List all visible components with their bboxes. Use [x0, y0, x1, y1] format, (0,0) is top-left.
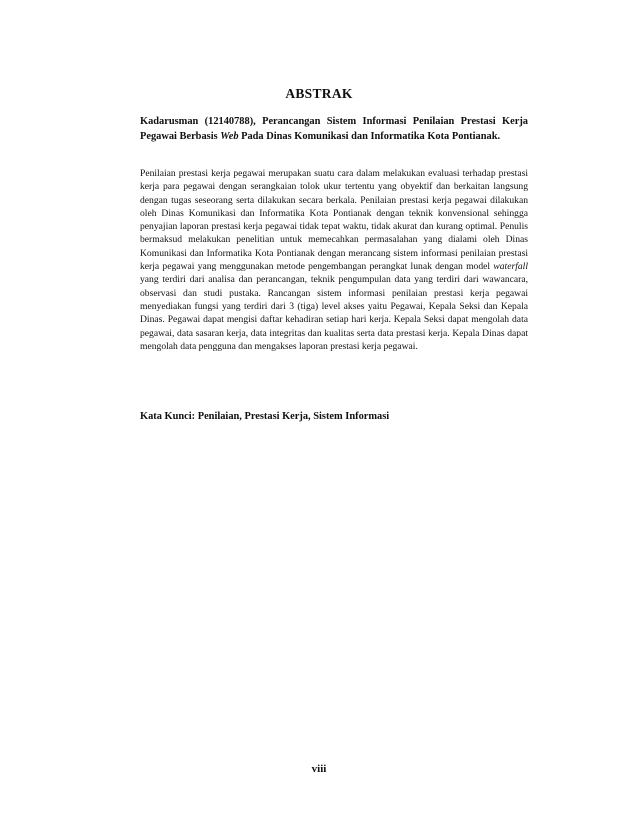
- abstract-text-part1: Penilaian prestasi kerja pegawai merupakan suatu cara dalam melakukan evaluasi terhadap prestasi kerja para pegawai dengan serangkaian tolok ukur tertentu yang obyektif dan berkaitan langsung dengan tugas seseorang serta dilakukan secara berkala. Penilaian prestasi kerja pegawai dilakukan oleh Dinas Komunikasi dan Informatika Kota Pontianak dengan teknik konvensional sehingga penyajian laporan prestasi kerja pegawai tidak tepat waktu, tidak akurat dan kurang optimal. Penulis bermaksud melakukan penelitian untuk memecahkan permasalahan yang dialami oleh Dinas Komunikasi dan Informatika Kota Pontianak dengan merancang sistem informasi penilaian prestasi kerja pegawai yang menggunakan metode pengembangan perangkat lunak dengan model: [140, 168, 528, 273]
- abstract-text-part2: yang terdiri dari analisa dan perancangan, teknik pengumpulan data yang terdiri dari wawancara, observasi dan studi pustaka. Rancangan sistem informasi penilaian prestasi kerja pegawai menyediakan fungsi yang terdiri dari 3 (tiga) level akses yaitu Pegawai, Kepala Seksi dan Kepala Dinas. Pegawai dapat mengisi daftar kehadiran setiap hari kerja. Kepala Seksi dapat mengolah data pegawai, data sasaran kerja, data integritas dan kualitas serta data prestasi kerja. Kepala Dinas dapat mengolah data pengguna dan mengakses laporan prestasi kerja pegawai.: [140, 274, 528, 352]
- page-number: viii: [311, 763, 327, 775]
- abstract-heading: [140, 114, 528, 144]
- page-title: ABSTRAK: [285, 86, 353, 101]
- heading-text-italic: Web: [220, 131, 239, 142]
- heading-text-part1: Kadarusman (12140788), Perancangan Sistem Informasi Penilaian Prestasi Kerja Pegawai Berbasis: [140, 116, 528, 142]
- abstract-text-italic: waterfall: [493, 261, 528, 273]
- heading-text-part2: Pada Dinas Komunikasi dan Informatika Kota Pontianak.: [238, 131, 501, 142]
- abstract-paragraph: [140, 167, 528, 353]
- keywords: Kata Kunci: Penilaian, Prestasi Kerja, Sistem Informasi: [140, 411, 390, 422]
